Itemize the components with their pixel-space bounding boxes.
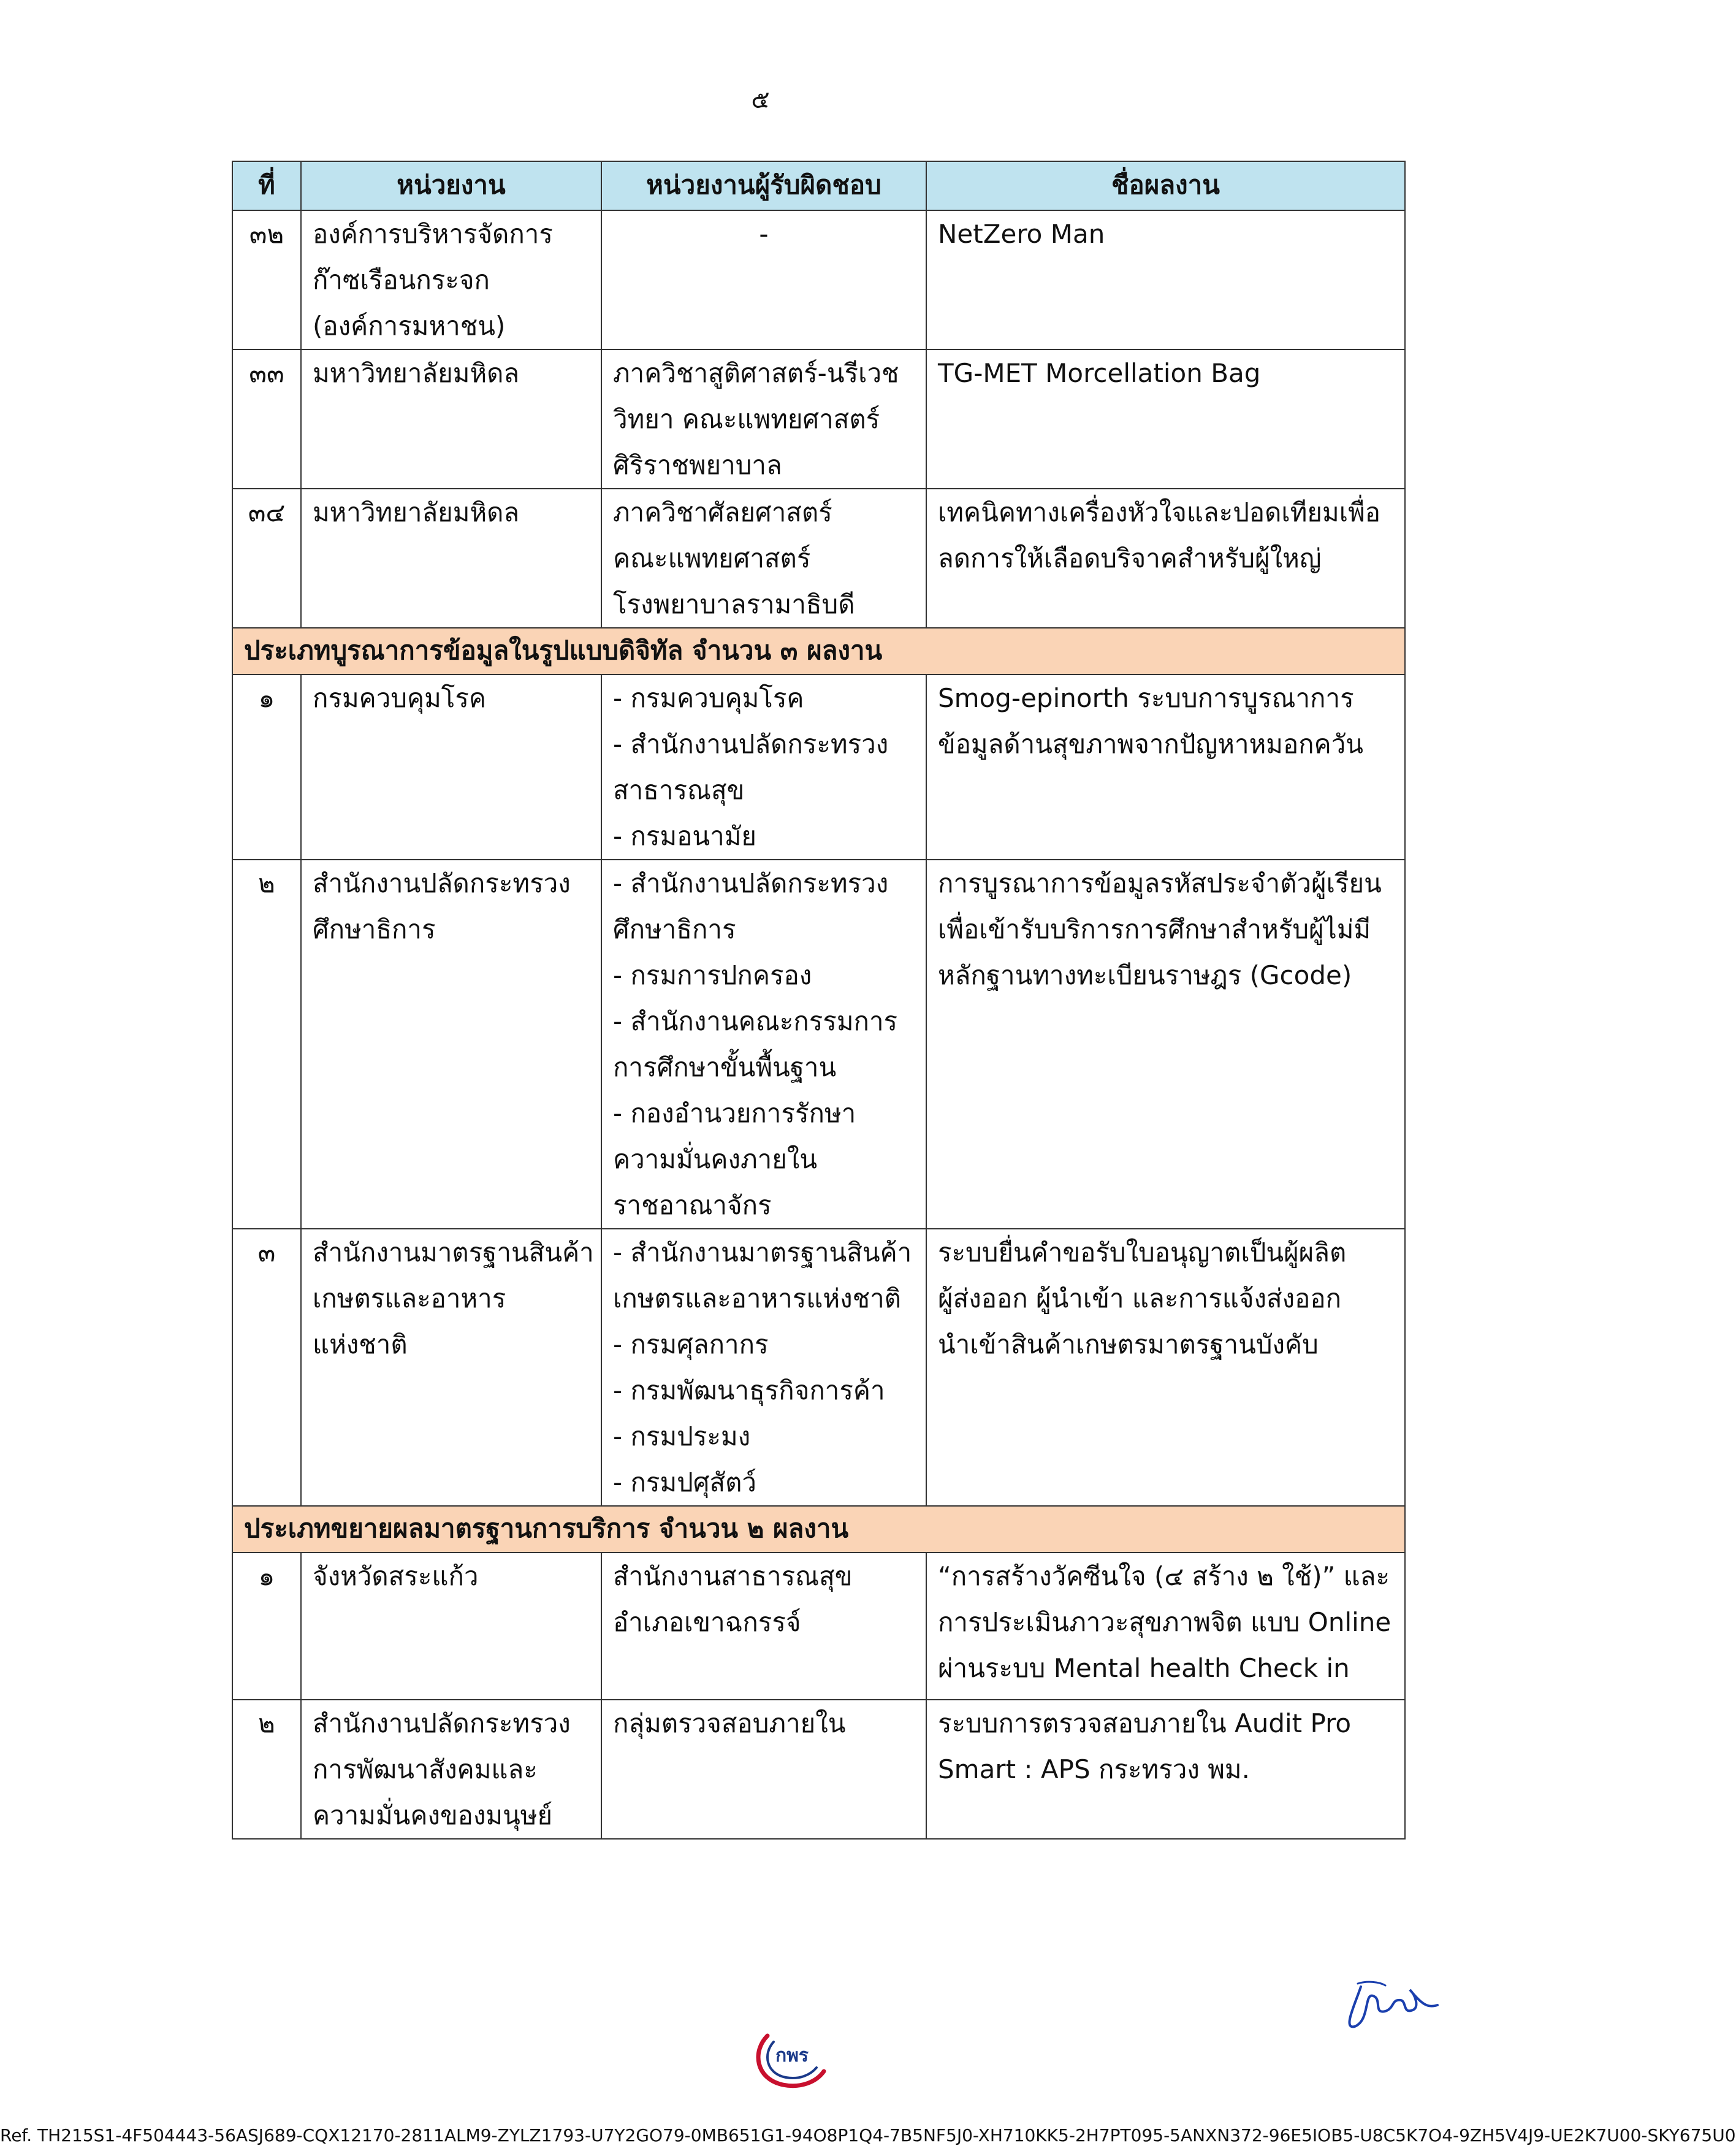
row-number: ๓๔ <box>232 489 301 628</box>
responsible-cell-line: - สำนักงานปลัดกระทรวง <box>613 868 889 898</box>
responsible-cell <box>601 210 926 350</box>
work-name-cell-line: หลักฐานทางทะเบียนราษฎร (Gcode) <box>938 960 1352 990</box>
agency-cell-line: สำนักงานปลัดกระทรวง <box>313 868 571 898</box>
header-responsible: หน่วยงานผู้รับผิดชอบ <box>601 161 926 210</box>
responsible-cell-line: ศิริราชพยาบาล <box>613 450 782 480</box>
table-row <box>232 860 1405 1229</box>
responsible-cell <box>601 489 926 628</box>
responsible-cell-line: ภาควิชาศัลยศาสตร์ <box>613 497 832 527</box>
row-number: ๑ <box>232 1553 301 1700</box>
agency-cell <box>301 1700 601 1839</box>
responsible-cell <box>601 1700 926 1839</box>
section-header-row <box>232 1506 1405 1553</box>
table-row <box>232 489 1405 628</box>
responsible-cell-line: - กรมปศุสัตว์ <box>613 1467 756 1497</box>
responsible-cell <box>601 674 926 860</box>
agency-cell-line: ก๊าซเรือนกระจก <box>313 265 490 295</box>
responsible-cell-line: - กรมอนามัย <box>613 821 756 851</box>
responsible-cell <box>601 1229 926 1506</box>
agency-cell <box>301 489 601 628</box>
work-name-cell-line: การบูรณาการข้อมูลรหัสประจำตัวผู้เรียน <box>938 868 1382 898</box>
header-agency: หน่วยงาน <box>301 161 601 210</box>
agency-logo <box>749 2023 829 2091</box>
responsible-cell-line: อำเภอเขาฉกรรจ์ <box>613 1607 801 1637</box>
document-reference-code: Ref. TH215S1-4F504443-56ASJ689-CQX12170-2811ALM9-ZYLZ1793-U7Y2GO79-0MB651G1-94O8P1Q4-7B5NF5J0-XH710KK5-2H7PT095-5ANXN372-96E5IOB5-U8C5K7O4-9ZH5V4J9-UE2K7U00-SKY675U0 <box>0 2125 1736 2145</box>
responsible-cell-line: ราชอาณาจักร <box>613 1190 772 1220</box>
responsible-cell-line: เกษตรและอาหารแห่งชาติ <box>613 1283 901 1313</box>
responsible-cell-line: - กรมประมง <box>613 1421 751 1451</box>
responsible-cell-line: การศึกษาขั้นพื้นฐาน <box>613 1052 837 1082</box>
agency-cell-line: มหาวิทยาลัยมหิดล <box>313 358 520 388</box>
work-name-cell <box>926 1553 1405 1700</box>
agency-cell-line: สำนักงานปลัดกระทรวง <box>313 1708 571 1738</box>
work-name-cell-line: เพื่อเข้ารับบริการการศึกษาสำหรับผู้ไม่มี <box>938 914 1371 944</box>
work-name-cell-line: “การสร้างวัคซีนใจ (๔ สร้าง ๒ ใช้)” และ <box>938 1561 1390 1591</box>
row-number: ๓๓ <box>232 350 301 489</box>
work-name-cell <box>926 210 1405 350</box>
responsible-cell-line: ภาควิชาสูติศาสตร์-นรีเวช <box>613 358 899 388</box>
responsible-cell-line: - <box>759 219 769 249</box>
work-name-cell-line: ลดการให้เลือดบริจาคสำหรับผู้ใหญ่ <box>938 543 1322 573</box>
work-name-cell-line: เทคนิคทางเครื่องหัวใจและปอดเทียมเพื่อ <box>938 497 1380 527</box>
table-row <box>232 210 1405 350</box>
section-header-row <box>232 628 1405 674</box>
responsible-cell <box>601 350 926 489</box>
responsible-cell <box>601 860 926 1229</box>
responsible-cell-line: โรงพยาบาลรามาธิบดี <box>613 589 855 619</box>
agency-cell-line: องค์การบริหารจัดการ <box>313 219 553 249</box>
work-name-cell-line: Smog-epinorth ระบบการบูรณาการ <box>938 683 1354 713</box>
table-header-row <box>232 161 1405 210</box>
responsible-cell-line: - กรมศุลกากร <box>613 1329 769 1359</box>
results-table <box>232 161 1406 1840</box>
responsible-cell-line: กลุ่มตรวจสอบภายใน <box>613 1708 846 1738</box>
row-number: ๒ <box>232 1700 301 1839</box>
responsible-cell-line: ความมั่นคงภายใน <box>613 1144 818 1174</box>
table-row <box>232 674 1405 860</box>
work-name-cell <box>926 350 1405 489</box>
agency-cell <box>301 210 601 350</box>
work-name-cell <box>926 1229 1405 1506</box>
agency-cell-line: เกษตรและอาหาร <box>313 1283 506 1313</box>
work-name-cell-line: นำเข้าสินค้าเกษตรมาตรฐานบังคับ <box>938 1329 1319 1359</box>
agency-cell-line: มหาวิทยาลัยมหิดล <box>313 497 520 527</box>
agency-cell-line: ศึกษาธิการ <box>313 914 436 944</box>
responsible-cell-line: - สำนักงานคณะกรรมการ <box>613 1006 898 1036</box>
table-row <box>232 350 1405 489</box>
work-name-cell-line: ระบบการตรวจสอบภายใน Audit Pro <box>938 1708 1352 1738</box>
responsible-cell <box>601 1553 926 1700</box>
table-row <box>232 1700 1405 1839</box>
work-name-cell-line: NetZero Man <box>938 219 1105 249</box>
row-number: ๓ <box>232 1229 301 1506</box>
agency-cell-line: การพัฒนาสังคมและ <box>313 1754 538 1784</box>
agency-cell <box>301 350 601 489</box>
responsible-cell-line: - สำนักงานมาตรฐานสินค้า <box>613 1237 912 1267</box>
responsible-cell-line: วิทยา คณะแพทยศาสตร์ <box>613 404 880 434</box>
work-name-cell-line: ระบบยื่นคำขอรับใบอนุญาตเป็นผู้ผลิต <box>938 1237 1347 1267</box>
agency-cell-line: ความมั่นคงของมนุษย์ <box>313 1800 553 1830</box>
row-number: ๒ <box>232 860 301 1229</box>
agency-cell-line: จังหวัดสระแก้ว <box>313 1561 479 1591</box>
work-name-cell-line: ผ่านระบบ Mental health Check in <box>938 1653 1350 1683</box>
agency-cell-line: แห่งชาติ <box>313 1329 408 1359</box>
responsible-cell-line: - กรมควบคุมโรค <box>613 683 804 713</box>
table-body <box>232 210 1405 1839</box>
table-row <box>232 1229 1405 1506</box>
signature-image <box>1336 1962 1441 2036</box>
header-work-name: ชื่อผลงาน <box>926 161 1405 210</box>
work-name-cell-line: ผู้ส่งออก ผู้นำเข้า และการแจ้งส่งออก <box>938 1283 1342 1313</box>
logo-text: กพร <box>775 2045 809 2066</box>
responsible-cell-line: ศึกษาธิการ <box>613 914 736 944</box>
work-name-cell-line: ข้อมูลด้านสุขภาพจากปัญหาหมอกควัน <box>938 729 1363 759</box>
agency-cell-line: สำนักงานมาตรฐานสินค้า <box>313 1237 594 1267</box>
work-name-cell <box>926 489 1405 628</box>
responsible-cell-line: คณะแพทยศาสตร์ <box>613 543 811 573</box>
work-name-cell <box>926 860 1405 1229</box>
row-number: ๓๒ <box>232 210 301 350</box>
row-number: ๑ <box>232 674 301 860</box>
section-label: ประเภทบูรณาการข้อมูลในรูปแบบดิจิทัล จำนวน ๓ ผลงาน <box>232 628 1405 674</box>
work-name-cell-line: Smart : APS กระทรวง พม. <box>938 1754 1250 1784</box>
responsible-cell-line: สาธารณสุข <box>613 775 745 805</box>
agency-cell <box>301 860 601 1229</box>
agency-cell-line: (องค์การมหาชน) <box>313 311 506 341</box>
responsible-cell-line: - กรมการปกครอง <box>613 960 812 990</box>
page-number: ๕ <box>751 86 770 114</box>
responsible-cell-line: - กรมพัฒนาธุรกิจการค้า <box>613 1375 885 1405</box>
table-row <box>232 1553 1405 1700</box>
work-name-cell-line: TG-MET Morcellation Bag <box>938 358 1261 388</box>
agency-cell <box>301 674 601 860</box>
agency-cell <box>301 1553 601 1700</box>
work-name-cell-line: การประเมินภาวะสุขภาพจิต แบบ Online <box>938 1607 1391 1637</box>
agency-cell <box>301 1229 601 1506</box>
work-name-cell <box>926 674 1405 860</box>
agency-cell-line: กรมควบคุมโรค <box>313 683 487 713</box>
responsible-cell-line: สำนักงานสาธารณสุข <box>613 1561 853 1591</box>
responsible-cell-line: - กองอำนวยการรักษา <box>613 1098 856 1128</box>
work-name-cell <box>926 1700 1405 1839</box>
section-label: ประเภทขยายผลมาตรฐานการบริการ จำนวน ๒ ผลงาน <box>232 1506 1405 1553</box>
responsible-cell-line: - สำนักงานปลัดกระทรวง <box>613 729 889 759</box>
header-number: ที่ <box>232 161 301 210</box>
